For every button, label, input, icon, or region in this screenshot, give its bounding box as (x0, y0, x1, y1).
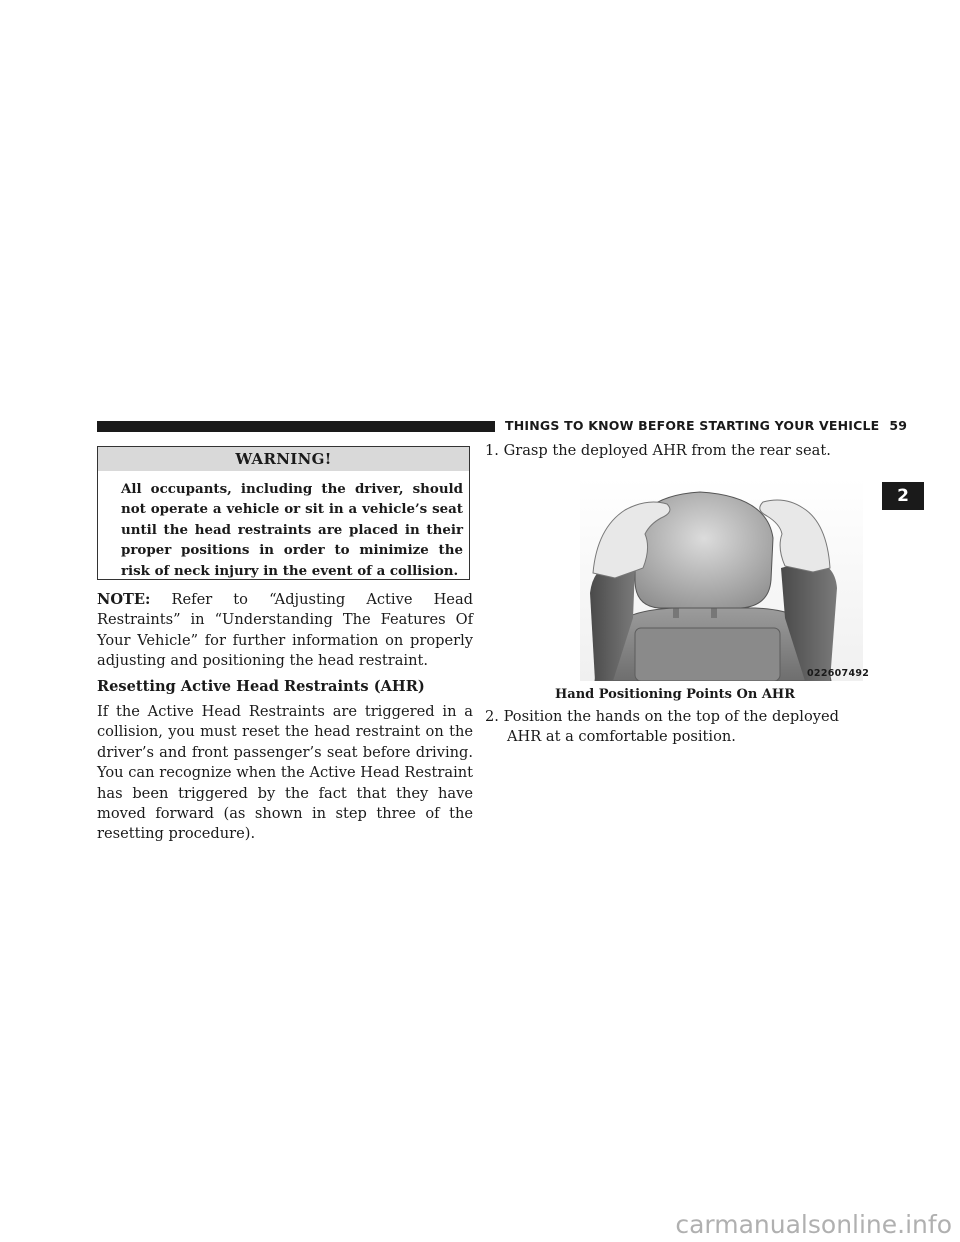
section-title: THINGS TO KNOW BEFORE STARTING YOUR VEHICLE (505, 418, 880, 433)
step-2: 2. Position the hands on the top of the deployed AHR at a comfortable position. (485, 708, 839, 746)
chapter-tab: 2 (882, 482, 924, 510)
figure-caption: Hand Positioning Points On AHR (554, 687, 795, 702)
note-text: Refer to “Adjusting Active Head Restraints” in “Understanding The Features Of Your Vehicle” for further information on properly adjusting and positioning the head restraint. (97, 591, 473, 670)
figure-id: 022607492 (807, 668, 870, 679)
note-label: NOTE: (97, 591, 151, 608)
step-1: 1. Grasp the deployed AHR from the rear seat. (485, 442, 831, 459)
warning-box (97, 446, 470, 580)
note-paragraph (97, 590, 473, 672)
running-header (505, 418, 907, 433)
warning-body: All occupants, including the driver, should not operate a vehicle or sit in a vehicle’s seat until the head restraints are placed in their proper positions in order to minimize the risk of neck injury in the event of a collision. (121, 481, 463, 579)
page-number: 59 (889, 418, 908, 433)
section-heading: Resetting Active Head Restraints (AHR) (97, 678, 425, 695)
body-paragraph: If the Active Head Restraints are triggered in a collision, you must reset the head restraint on the driver’s and front passenger’s seat before driving. You can recognize when the Active Head Restraint has been triggered by the fact that they have moved forward (as shown in step three of the resetting procedure). (97, 703, 473, 843)
warning-title: WARNING! (98, 447, 469, 471)
watermark: carmanualsonline.info (0, 1207, 960, 1242)
header-rule (97, 421, 495, 432)
head-restraint-illustration (485, 468, 865, 681)
